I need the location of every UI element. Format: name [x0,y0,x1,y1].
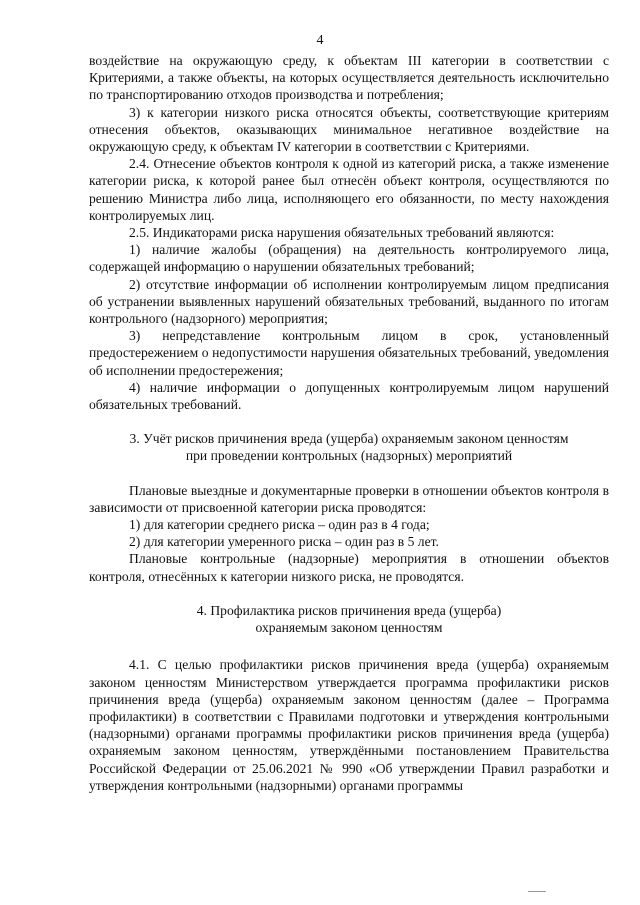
indicator-item-3: 3) непредставление контрольным лицом в срок, установленный предостережением о недопустимости нарушения обязательных требований, уведомления об исполнении предостережения; [89,328,609,378]
paragraph-4-1: 4.1. С целью профилактики рисков причинения вреда (ущерба) охраняемым законом ценностям Министерством утверждается программа профилактики рисков причинения вреда (ущерба) охраняемым законом ценностям (далее – Программа профилактики) в соответствии с Правилами подготовки и утверждения контрольными (надзорными) органами программы профилактики рисков причинения вреда (ущерба) охраняемым законом ценностям, утверждёнными постановлением Правительства Российской Федерации от 25.06.2021 № 990 «Об утверждении Правил разработки и утверждения контрольными (надзорными) органами программы [89,657,609,793]
indicator-item-4: 4) наличие информации о допущенных контролируемым лицом нарушений обязательных требований. [89,379,609,413]
paragraph-continuation: воздействие на окружающую среду, к объектам III категории в соответствии с Критериями, а также объекты, на которых осуществляется деятельность исключительно по транспортированию отходов производства и потребления; [89,53,609,103]
paragraph-2-4: 2.4. Отнесение объектов контроля к одной из категорий риска, а также изменение категории риска, к которой ранее был отнесён объект контроля, осуществляются по решению Министра либо лица, исполняющего его обязанности, по месту нахождения контролируемых лиц. [89,156,609,223]
paragraph-2-5: 2.5. Индикаторами риска нарушения обязательных требований являются: [129,225,555,241]
section-3-heading [89,430,609,464]
indicator-item-2: 2) отсутствие информации об исполнении контролируемым лицом предписания об устранении выявленных нарушений обязательных требований, выданного по итогам контрольного (надзорного) мероприятия; [89,276,609,327]
section-4-heading-line-2: охраняемым законом ценностям [255,620,443,636]
page-number: 4 [316,33,324,48]
section-3-paragraph-1: Плановые выездные и документарные проверки в отношении объектов контроля в зависимости от присвоенной категории риска проводятся: [89,482,609,515]
scan-mark [528,891,546,892]
document-body [89,52,609,794]
section-4-heading-line-1: 4. Профилактика рисков причинения вреда (ущерба) [196,602,502,618]
paragraph-low-risk: 3) к категории низкого риска относятся объекты, соответствующие критериям отнесения объектов, оказывающих минимальное негативное воздействие на окружающую среду, к объектам IV категории в соответствии с Критериями. [89,104,609,155]
section-3-list-item-2: 2) для категории умеренного риска – один раз в 5 лет. [129,534,439,550]
section-3-paragraph-2: Плановые контрольные (надзорные) мероприятия в отношении объектов контроля, отнесённых к категории низкого риска, не проводятся. [89,551,609,584]
indicator-item-1: 1) наличие жалобы (обращения) на деятельность контролируемого лица, содержащей информацию о нарушении обязательных требований; [89,242,609,275]
section-4-heading [89,602,609,636]
section-3-heading-line-1: 3. Учёт рисков причинения вреда (ущерба) охраняемым законом ценностям [129,431,569,447]
section-3-list-item-1: 1) для категории среднего риска – один раз в 4 года; [129,517,430,533]
section-3-heading-line-2: при проведении контрольных (надзорных) мероприятий [185,448,513,464]
